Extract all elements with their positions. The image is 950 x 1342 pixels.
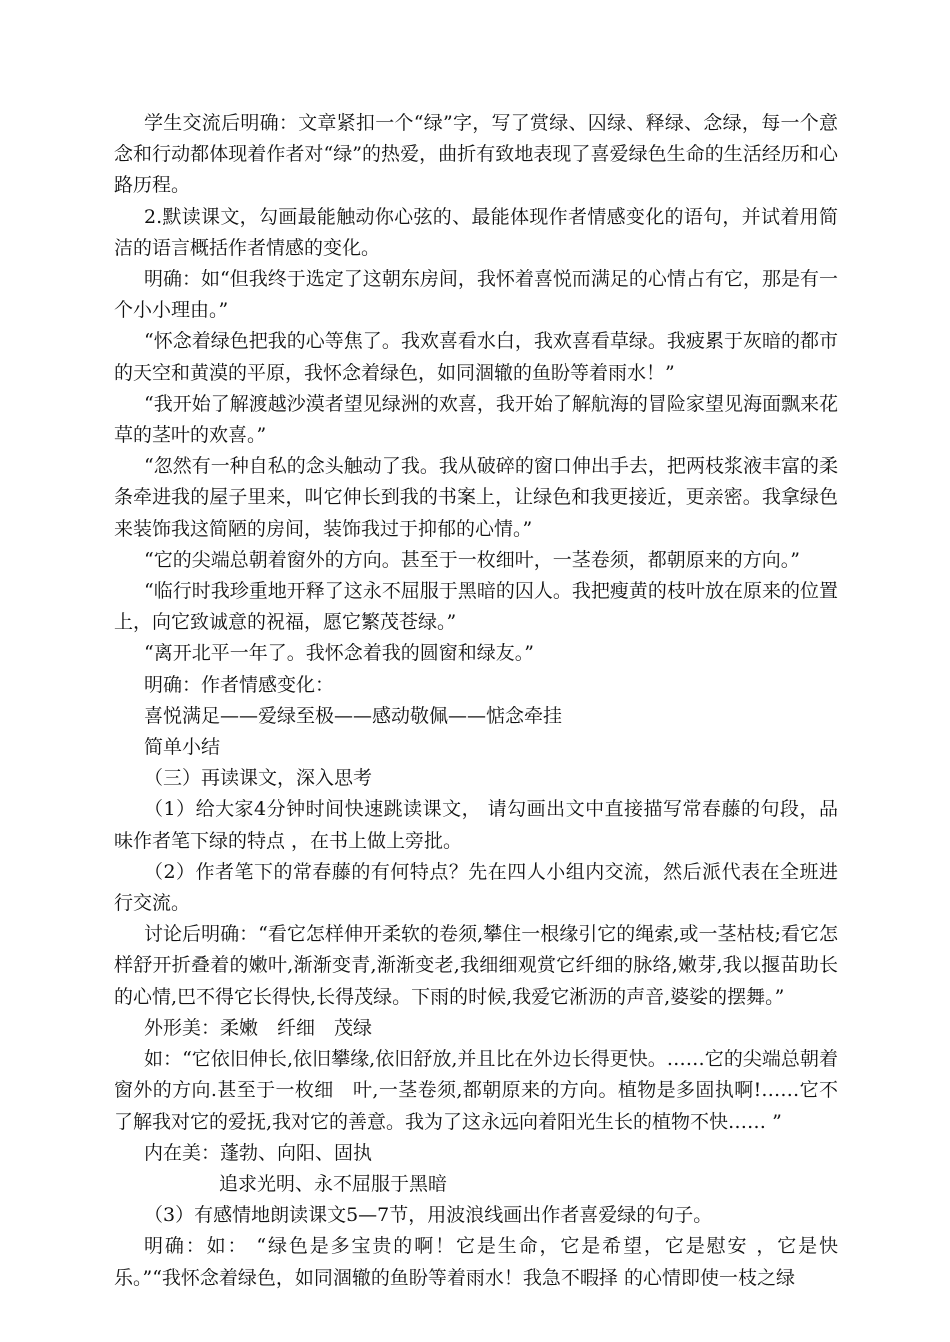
document-body: [114, 108, 838, 1294]
quote-selfish-thought: “忽然有一种自私的念头触动了我。我从破碎的窗口伸出手去，把两枝浆液丰富的柔条牵进我的屋子里来，叫它伸长到我的书案上，让绿色和我更接近，更亲密。我拿绿色来装饰我这简陋的房间，装饰我过于抑郁的心情。”: [114, 455, 838, 540]
quote-missing-green: “怀念着绿色把我的心等焦了。我欢喜看水白，我欢喜看草绿。我疲累于灰暗的都市的天空和黄漠的平原，我怀念着绿色，如同涸辙的鱼盼等着雨水！”: [114, 330, 838, 384]
paragraph-task-skim: （1）给大家4分钟时间快速跳读课文， 请勾画出文中直接描写常春藤的句段，品味作者笔下绿的特点 ，在书上做上旁批。: [114, 798, 838, 852]
quote-leaving-beiping: “离开北平一年了。我怀念着我的圆窗和绿友。”: [144, 642, 534, 665]
paragraph-outer-beauty: 外形美：柔嫩 纤细 茂绿: [144, 1016, 373, 1039]
paragraph-brief-summary: 简单小结: [144, 736, 221, 759]
paragraph-task-ivy-features: （2）作者笔下的常春藤的有何特点？先在四人小组内交流，然后派代表在全班进行交流。: [114, 860, 838, 915]
quote-tip-direction: “它的尖端总朝着窗外的方向。甚至于一枚细叶，一茎卷须，都朝原来的方向。”: [144, 548, 800, 571]
paragraph-inner-beauty-cont: 追求光明、永不屈服于黑暗: [219, 1172, 448, 1195]
paragraph-emotion-sequence: 喜悦满足——爱绿至极——感动敬佩——惦念牵挂: [144, 704, 563, 727]
paragraph-example-quote: 如：“它依旧伸长,依旧攀缘,依旧舒放,并且比在外边长得更快。……它的尖端总朝着窗外的方向.甚至于一枚细 叶,一茎卷须,都朝原来的方向。植物是多固执啊!……它不了解我对它的爱抚,我对它的善意。我为了这永远向着阳光生长的植物不快…… ”: [114, 1048, 838, 1133]
paragraph-answer-green-precious: 明确：如： “绿色是多宝贵的啊！它是生命，它是希望，它是慰安 ，它是快乐。”“我怀念着绿色，如同涸辙的鱼盼等着雨水！我急不暇择 的心情即使一枝之绿: [114, 1235, 838, 1289]
paragraph-task-read-aloud: （3）有感情地朗读课文5—7节，用波浪线画出作者喜爱绿的句子。: [144, 1204, 713, 1227]
paragraph-discussion-result: 讨论后明确：“看它怎样伸开柔软的卷须,攀住一根缘引它的绳索,或一茎枯枝;看它怎样舒开折叠着的嫩叶,渐渐变青,渐渐变老,我细细观赏它纤细的脉络,嫩芽,我以揠苗助长的心情,巴不得它长得快,长得茂绿。下雨的时候,我爱它淅沥的声音,婆娑的摆舞。”: [114, 923, 838, 1008]
quote-desert-oasis: “我开始了解渡越沙漠者望见绿洲的欢喜，我开始了解航海的冒险家望见海面飘来花草的茎叶的欢喜。”: [114, 392, 838, 447]
paragraph-inner-beauty: 内在美：蓬勃、向阳、固执: [144, 1141, 373, 1164]
paragraph-answer-intro: 明确：如“但我终于选定了这朝东房间，我怀着喜悦而满足的心情占有它，那是有一个小小理由。”: [114, 268, 838, 322]
paragraph-task-2: 2.默读课文，勾画最能触动你心弦的、最能体现作者情感变化的语句，并试着用简洁的语言概括作者情感的变化。: [114, 205, 838, 259]
paragraph-emotion-change: 明确：作者情感变化：: [144, 673, 335, 696]
paragraph-summary: 学生交流后明确：文章紧扣一个“绿”字，写了赏绿、囚绿、释绿、念绿，每一个意念和行动都体现着作者对“绿”的热爱，曲折有致地表现了喜爱绿色生命的生活经历和心路历程。: [114, 112, 838, 197]
section-heading-reread: （三）再读课文，深入思考: [144, 767, 373, 790]
quote-release: “临行时我珍重地开释了这永不屈服于黑暗的囚人。我把瘦黄的枝叶放在原来的位置上，向它致诚意的祝福，愿它繁茂苍绿。”: [114, 580, 838, 634]
